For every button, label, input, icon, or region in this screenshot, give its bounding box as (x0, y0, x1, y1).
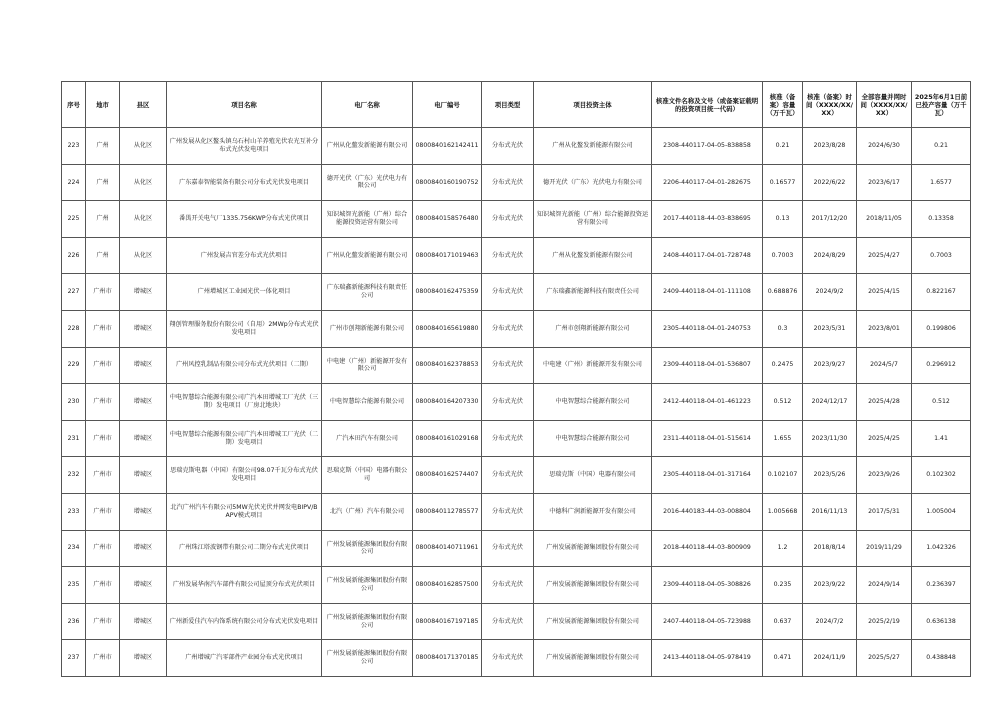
table-cell: 2023/5/31 (803, 310, 857, 347)
table-cell: 增城区 (120, 274, 167, 311)
table-cell: 广汽本田汽车有限公司 (322, 420, 413, 457)
table-cell: 增城区 (120, 347, 167, 384)
table-cell: 广州增城区工业园光伏一体化项目 (167, 274, 322, 311)
table-cell: 227 (62, 274, 86, 311)
table-cell: 2023/8/28 (803, 128, 857, 165)
table-row (62, 457, 971, 494)
table-cell: 0800840158576480 (413, 201, 482, 238)
table-cell: 知识城智光新能（广州）综合能源投资运营有限公司 (322, 201, 413, 238)
header-cell: 县区 (120, 82, 167, 128)
table-cell: 1.6577 (912, 164, 971, 201)
table-cell: 1.41 (912, 420, 971, 457)
table-cell: 2309-440118-04-01-536807 (652, 347, 763, 384)
table-cell: 思瑞克斯（中国）电器有限公司 (534, 457, 652, 494)
table-cell: 广州 (86, 201, 120, 238)
table-cell: 0.471 (763, 640, 803, 677)
table-cell: 0800840165619880 (413, 310, 482, 347)
header-cell: 2025年6月1日前已投产容量（万千瓦） (912, 82, 971, 128)
table-row (62, 128, 971, 165)
table-cell: 从化区 (120, 128, 167, 165)
table-cell: 0800840162574407 (413, 457, 482, 494)
table-cell: 增城区 (120, 420, 167, 457)
table-cell: 2023/9/22 (803, 567, 857, 604)
table-cell: 223 (62, 128, 86, 165)
table-cell: 广州发展华南汽车部件有限公司屋顶分布式光伏项目 (167, 567, 322, 604)
table-cell: 2409-440118-04-01-111108 (652, 274, 763, 311)
table-cell: 2023/8/01 (857, 310, 912, 347)
header-cell: 序号 (62, 82, 86, 128)
table-cell: 0.21 (763, 128, 803, 165)
table-cell: 2024/9/2 (803, 274, 857, 311)
header-cell: 全部容量并网时间（XXXX/XX/XX） (857, 82, 912, 128)
table-cell: 增城区 (120, 530, 167, 567)
table-cell: 广州市 (86, 420, 120, 457)
table-cell: 231 (62, 420, 86, 457)
header-row (62, 82, 971, 128)
table-cell: 226 (62, 237, 86, 274)
header-cell: 项目类型 (482, 82, 534, 128)
table-cell: 广州从化鳌发新能源有限公司 (322, 237, 413, 274)
table-cell: 0.3 (763, 310, 803, 347)
header-cell: 项目投资主体 (534, 82, 652, 128)
table-cell: 2018/8/14 (803, 530, 857, 567)
table-cell: 中电建（广州）新能源开发有限公司 (534, 347, 652, 384)
header-cell: 核准文件名称及文号（或备案证载明的投资项目统一代码） (652, 82, 763, 128)
table-cell: 广州发展从化区鳌头镇乌石村山羊养殖光伏农光互补分布式光伏发电项目 (167, 128, 322, 165)
table-row (62, 567, 971, 604)
table-cell: 中电建（广州）新能源开发有限公司 (322, 347, 413, 384)
table-cell: 知识城智光新能（广州）综合能源投资运营有限公司 (534, 201, 652, 238)
table-cell: 232 (62, 457, 86, 494)
table-cell: 2413-440118-04-05-978419 (652, 640, 763, 677)
table-cell: 中德科广润新能源开发有限公司 (534, 493, 652, 530)
table-cell: 0800840171019463 (413, 237, 482, 274)
table-cell: 广州增城广汽零部件产业园分布式光伏项目 (167, 640, 322, 677)
table-cell: 分布式光伏 (482, 420, 534, 457)
table-cell: 广州发展新能源集团股份有限公司 (322, 640, 413, 677)
table-cell: 增城区 (120, 567, 167, 604)
table-cell: 分布式光伏 (482, 310, 534, 347)
table-cell: 2025/4/27 (857, 237, 912, 274)
table-cell: 广州发展新能源集团股份有限公司 (322, 530, 413, 567)
table-cell: 分布式光伏 (482, 567, 534, 604)
table-row (62, 274, 971, 311)
table-row (62, 493, 971, 530)
table-cell: 从化区 (120, 201, 167, 238)
table-cell: 1.042326 (912, 530, 971, 567)
table-cell: 0.512 (912, 384, 971, 421)
table-cell: 增城区 (120, 310, 167, 347)
table-cell: 中电智慧综合能源有限公司广汽本田增城工厂光伏（二期）发电项目 (167, 420, 322, 457)
table-cell: 中电智慧综合能源有限公司 (534, 420, 652, 457)
table-cell: 1.005668 (763, 493, 803, 530)
table-cell: 广州市 (86, 457, 120, 494)
table-cell: 广东瑞鑫新能源科技有限责任公司 (534, 274, 652, 311)
table-cell: 分布式光伏 (482, 384, 534, 421)
table-cell: 0.2475 (763, 347, 803, 384)
header-cell: 地市 (86, 82, 120, 128)
table-cell: 番禺开关电气厂1335.756KWP分布式光伏项目 (167, 201, 322, 238)
table-cell: 228 (62, 310, 86, 347)
table-cell: 237 (62, 640, 86, 677)
table-row (62, 640, 971, 677)
table-cell: 分布式光伏 (482, 347, 534, 384)
table-cell: 230 (62, 384, 86, 421)
table-cell: 2023/11/30 (803, 420, 857, 457)
table-cell: 广州从化鳌发新能源有限公司 (534, 237, 652, 274)
table-cell: 2024/8/29 (803, 237, 857, 274)
table-cell: 德开光伏（广东）光伏电力有限公司 (534, 164, 652, 201)
table-cell: 2016-440183-44-03-008804 (652, 493, 763, 530)
table-cell: 从化区 (120, 164, 167, 201)
table-cell: 2025/4/25 (857, 420, 912, 457)
table-cell: 中电智慧综合能源有限公司 (534, 384, 652, 421)
table-row (62, 420, 971, 457)
table-cell: 分布式光伏 (482, 530, 534, 567)
table-cell: 224 (62, 164, 86, 201)
table-cell: 2408-440117-04-01-728748 (652, 237, 763, 274)
table-cell: 0.102107 (763, 457, 803, 494)
table-row (62, 201, 971, 238)
table-cell: 0.235 (763, 567, 803, 604)
table-row (62, 384, 971, 421)
table-cell: 增城区 (120, 457, 167, 494)
table-cell: 增城区 (120, 384, 167, 421)
table-cell: 0800840162857500 (413, 567, 482, 604)
table-cell: 2023/5/26 (803, 457, 857, 494)
table-cell: 2025/2/19 (857, 603, 912, 640)
table-cell: 0800840162142411 (413, 128, 482, 165)
table-cell: 广州新爱佳汽车内饰系统有限公司分布式光伏发电项目 (167, 603, 322, 640)
table-cell: 从化区 (120, 237, 167, 274)
table-cell: 0.13 (763, 201, 803, 238)
table-cell: 广州市创翔新能源有限公司 (534, 310, 652, 347)
header-cell: 核准（备案）时间（XXXX/XX/XX） (803, 82, 857, 128)
table-cell: 2023/6/17 (857, 164, 912, 201)
table-cell: 236 (62, 603, 86, 640)
table-cell: 2025/4/28 (857, 384, 912, 421)
table-row (62, 164, 971, 201)
table-cell: 北汽广州汽车有限公司5MW光伏光伏并网发电BIPV/BAPV模式项目 (167, 493, 322, 530)
table-cell: 广州风控乳制品有限公司分布式光伏项目（二期） (167, 347, 322, 384)
table-cell: 0800840162475359 (413, 274, 482, 311)
table-cell: 0.102302 (912, 457, 971, 494)
table-cell: 广州市 (86, 274, 120, 311)
table-cell: 2311-440118-04-01-515614 (652, 420, 763, 457)
table-cell: 增城区 (120, 493, 167, 530)
table-cell: 分布式光伏 (482, 237, 534, 274)
table-cell: 0.16577 (763, 164, 803, 201)
table-cell: 广州 (86, 237, 120, 274)
table-cell: 广东嘉泰智能装备有限公司分布式光伏发电项目 (167, 164, 322, 201)
table-cell: 广州市 (86, 603, 120, 640)
table-cell: 翔创管理服务股份有限公司（自用）2MWp分布式光伏发电项目 (167, 310, 322, 347)
table-cell: 0800840167197185 (413, 603, 482, 640)
table-row (62, 310, 971, 347)
table-cell: 分布式光伏 (482, 603, 534, 640)
table-cell: 2309-440118-04-05-308826 (652, 567, 763, 604)
table-cell: 2018/11/05 (857, 201, 912, 238)
table-cell: 0.236397 (912, 567, 971, 604)
table-cell: 分布式光伏 (482, 164, 534, 201)
table-cell: 2305-440118-04-01-317164 (652, 457, 763, 494)
table-cell: 2412-440118-04-01-461223 (652, 384, 763, 421)
table-row (62, 603, 971, 640)
table-cell: 广东瑞鑫新能源科技有限责任公司 (322, 274, 413, 311)
table-cell: 0.636138 (912, 603, 971, 640)
table-cell: 0.7003 (912, 237, 971, 274)
table-cell: 2023/9/26 (857, 457, 912, 494)
table-cell: 2308-440117-04-05-838858 (652, 128, 763, 165)
table-cell: 增城区 (120, 603, 167, 640)
table-cell: 广州发展新能源集团股份有限公司 (534, 530, 652, 567)
table-cell: 广州市 (86, 310, 120, 347)
table-cell: 0.822167 (912, 274, 971, 311)
table-cell: 广州发展新能源集团股份有限公司 (322, 567, 413, 604)
table-cell: 广州市 (86, 640, 120, 677)
table-cell: 2407-440118-04-05-723988 (652, 603, 763, 640)
table-cell: 广州发展新能源集团股份有限公司 (534, 640, 652, 677)
table-cell: 广州市创翔新能源有限公司 (322, 310, 413, 347)
table-cell: 分布式光伏 (482, 274, 534, 311)
table-cell: 广州市 (86, 384, 120, 421)
table-cell: 1.005004 (912, 493, 971, 530)
table-cell: 1.655 (763, 420, 803, 457)
table-cell: 0.199806 (912, 310, 971, 347)
table-cell: 分布式光伏 (482, 493, 534, 530)
table-cell: 0.7003 (763, 237, 803, 274)
table-body (62, 128, 971, 677)
table-cell: 2025/5/27 (857, 640, 912, 677)
table-cell: 0800840164207330 (413, 384, 482, 421)
table-cell: 2019/11/29 (857, 530, 912, 567)
table-cell: 0800840160190752 (413, 164, 482, 201)
table-row (62, 530, 971, 567)
table-cell: 2017-440118-44-03-838695 (652, 201, 763, 238)
table-cell: 广州发展新能源集团股份有限公司 (322, 603, 413, 640)
table-cell: 广州发展新能源集团股份有限公司 (534, 567, 652, 604)
table-cell: 0800840112785577 (413, 493, 482, 530)
table-cell: 0.21 (912, 128, 971, 165)
table-row (62, 347, 971, 384)
table-cell: 2016/11/13 (803, 493, 857, 530)
table-cell: 0.438848 (912, 640, 971, 677)
header-cell: 核准（备案）容量（万千瓦） (763, 82, 803, 128)
table-cell: 广州市 (86, 567, 120, 604)
table-cell: 0.637 (763, 603, 803, 640)
header-cell: 电厂编号 (413, 82, 482, 128)
table-cell: 2024/9/14 (857, 567, 912, 604)
table-cell: 广州市 (86, 530, 120, 567)
table-cell: 2017/12/20 (803, 201, 857, 238)
table-cell: 广州 (86, 164, 120, 201)
table-cell: 分布式光伏 (482, 201, 534, 238)
table-cell: 广州发展新能源集团股份有限公司 (534, 603, 652, 640)
table-cell: 2024/12/17 (803, 384, 857, 421)
table-cell: 广州珠江塔波钢带有限公司二期分布式光伏项目 (167, 530, 322, 567)
table-cell: 0800840162378853 (413, 347, 482, 384)
table-cell: 2023/9/27 (803, 347, 857, 384)
project-table (61, 81, 971, 677)
table-cell: 广州市 (86, 493, 120, 530)
table-cell: 广州市 (86, 347, 120, 384)
table-cell: 0.512 (763, 384, 803, 421)
table-cell: 2206-440117-04-01-282675 (652, 164, 763, 201)
header-cell: 电厂名称 (322, 82, 413, 128)
table-cell: 2017/5/31 (857, 493, 912, 530)
table-cell: 2022/6/22 (803, 164, 857, 201)
table-cell: 2024/5/7 (857, 347, 912, 384)
table-row (62, 237, 971, 274)
table-cell: 增城区 (120, 640, 167, 677)
table-cell: 分布式光伏 (482, 128, 534, 165)
table-cell: 德开光伏（广东）光伏电力有限公司 (322, 164, 413, 201)
table-cell: 2024/7/2 (803, 603, 857, 640)
table-cell: 233 (62, 493, 86, 530)
table-cell: 2024/6/30 (857, 128, 912, 165)
table-cell: 229 (62, 347, 86, 384)
table-cell: 2024/11/9 (803, 640, 857, 677)
table-cell: 0800840171370185 (413, 640, 482, 677)
table-cell: 1.2 (763, 530, 803, 567)
table-cell: 0800840161029168 (413, 420, 482, 457)
table-cell: 广州 (86, 128, 120, 165)
table-cell: 2305-440118-04-01-240753 (652, 310, 763, 347)
table-cell: 广州从化鳌发新能源有限公司 (322, 128, 413, 165)
table-cell: 中电智慧综合能源有限公司 (322, 384, 413, 421)
table-cell: 分布式光伏 (482, 457, 534, 494)
table-cell: 235 (62, 567, 86, 604)
table-cell: 广州从化鳌发新能源有限公司 (534, 128, 652, 165)
table-cell: 北汽（广州）汽车有限公司 (322, 493, 413, 530)
table-cell: 2018-440118-44-03-800909 (652, 530, 763, 567)
table-cell: 思瑞克斯电器（中国）有限公司98.07千瓦分布式光伏发电项目 (167, 457, 322, 494)
table-cell: 广州发展吉官差分布式光伏项目 (167, 237, 322, 274)
table-cell: 分布式光伏 (482, 640, 534, 677)
table-cell: 0.296912 (912, 347, 971, 384)
table-cell: 234 (62, 530, 86, 567)
table-cell: 0.688876 (763, 274, 803, 311)
table-cell: 0800840140711961 (413, 530, 482, 567)
table-cell: 225 (62, 201, 86, 238)
table-cell: 中电智慧综合能源有限公司广汽本田增城工厂光伏（三期）发电项目（厂房北地块） (167, 384, 322, 421)
table-cell: 0.13358 (912, 201, 971, 238)
table-cell: 2025/4/15 (857, 274, 912, 311)
table-cell: 思瑞克斯（中国）电器有限公司 (322, 457, 413, 494)
header-cell: 项目名称 (167, 82, 322, 128)
